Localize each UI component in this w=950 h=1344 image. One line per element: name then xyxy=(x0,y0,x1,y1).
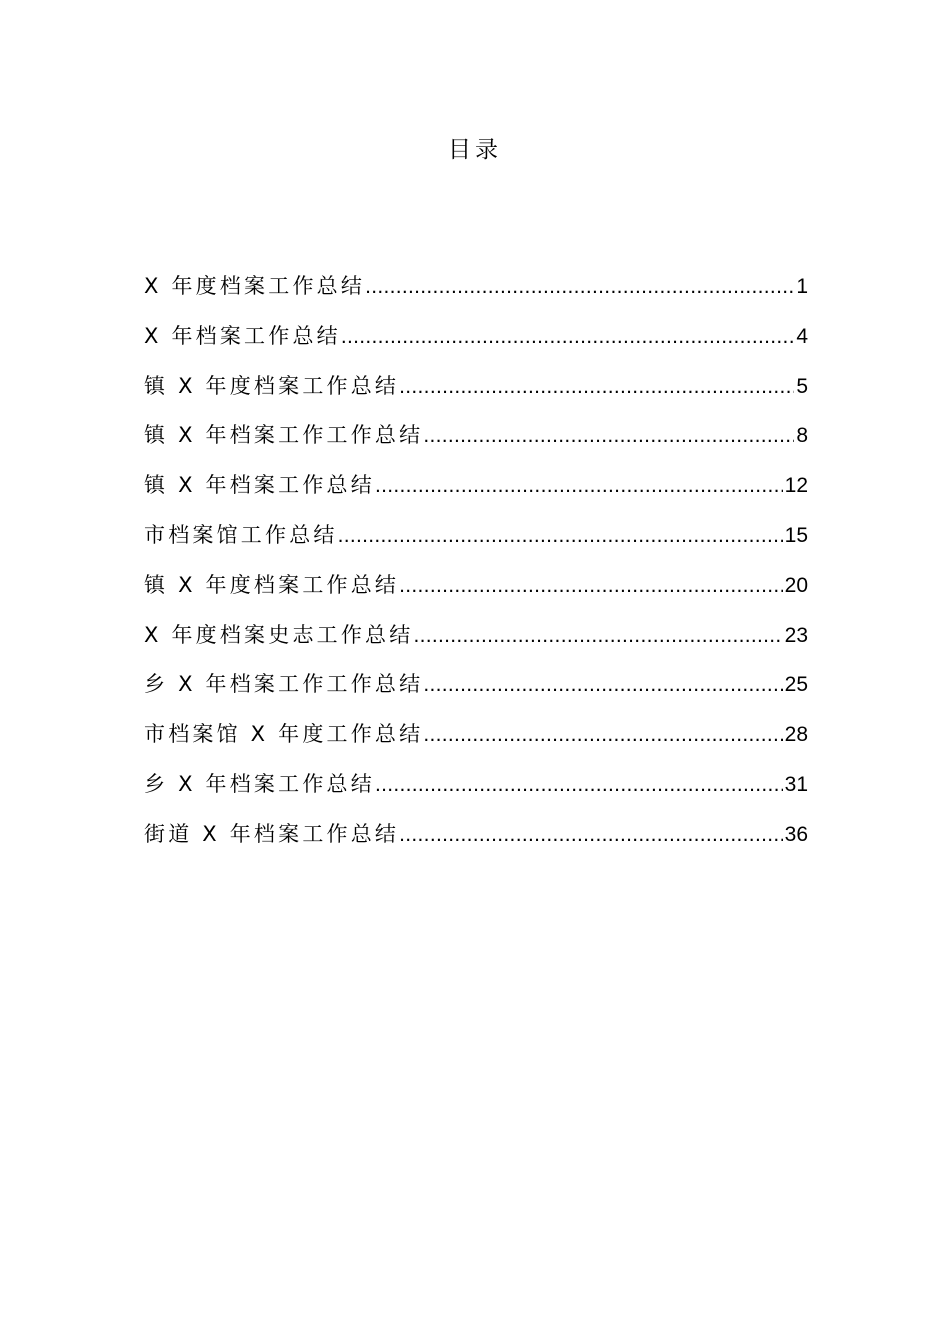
dot-leader xyxy=(338,518,783,554)
toc-entry-page-number: 28 xyxy=(784,723,808,747)
toc-entry-title: X 年度档案史志工作总结 xyxy=(144,622,414,647)
toc-entry-page-number: 1 xyxy=(796,275,808,298)
dot-leader xyxy=(423,418,794,454)
toc-entry[interactable] xyxy=(144,417,808,467)
toc-entry[interactable] xyxy=(144,617,808,667)
toc-entry-title: 乡 X 年档案工作总结 xyxy=(144,771,375,796)
toc-title: 目录 xyxy=(448,137,502,163)
toc-entry-page-number: 12 xyxy=(784,474,808,498)
toc-entry[interactable] xyxy=(144,567,808,617)
toc-entry-page-number: 8 xyxy=(796,424,808,448)
toc-entry[interactable] xyxy=(144,666,808,716)
dot-leader xyxy=(375,468,783,504)
dot-leader xyxy=(365,269,794,305)
toc-entry[interactable] xyxy=(144,318,808,368)
toc-entry-title: 镇 X 年度档案工作总结 xyxy=(144,373,400,398)
toc-entry-page-number: 36 xyxy=(784,822,808,846)
toc-entry-title: 街道 X 年档案工作总结 xyxy=(144,821,400,846)
toc-entry-title: 市档案馆 X 年度工作总结 xyxy=(144,722,424,747)
toc-entry-title: X 年档案工作总结 xyxy=(144,323,341,348)
dot-leader xyxy=(413,618,782,654)
toc-entry[interactable] xyxy=(144,766,808,816)
toc-entry-page-number: 23 xyxy=(784,623,808,647)
dot-leader xyxy=(341,319,794,355)
toc-entry-page-number: 5 xyxy=(796,374,808,398)
toc-entry-title: 市档案馆工作总结 xyxy=(144,522,338,547)
toc-entry[interactable] xyxy=(144,467,808,517)
dot-leader xyxy=(399,369,794,405)
toc-entry-page-number: 4 xyxy=(796,324,808,348)
toc-entry-page-number: 25 xyxy=(784,673,808,697)
dot-leader xyxy=(423,667,782,703)
toc-entry-title: 镇 X 年档案工作总结 xyxy=(144,473,375,498)
toc-entry-title: X 年度档案工作总结 xyxy=(144,274,366,298)
toc-entry[interactable] xyxy=(144,517,808,567)
toc-entry[interactable] xyxy=(144,816,808,866)
toc-entry-title: 镇 X 年档案工作工作总结 xyxy=(144,423,424,448)
table-of-contents xyxy=(144,268,808,866)
toc-entry-title: 乡 X 年档案工作工作总结 xyxy=(144,672,424,697)
toc-entry-title: 镇 X 年度档案工作总结 xyxy=(144,572,400,597)
dot-leader xyxy=(399,568,783,604)
toc-entry-page-number: 31 xyxy=(784,772,808,796)
dot-leader xyxy=(375,767,783,803)
dot-leader xyxy=(399,817,783,853)
toc-entry[interactable] xyxy=(144,268,808,318)
toc-entry[interactable] xyxy=(144,368,808,418)
toc-entry[interactable] xyxy=(144,716,808,766)
toc-entry-page-number: 15 xyxy=(784,523,808,547)
dot-leader xyxy=(423,717,782,753)
toc-entry-page-number: 20 xyxy=(784,573,808,597)
